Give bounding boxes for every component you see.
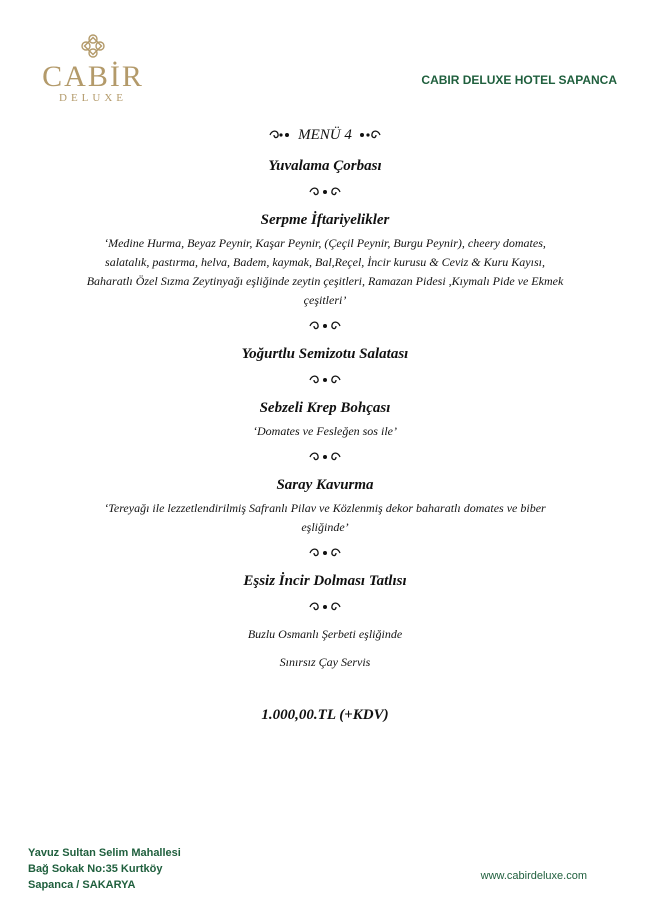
- ornament-divider-icon: [80, 374, 570, 388]
- ornament-right-icon: [356, 129, 382, 141]
- dish-description: ‘Medine Hurma, Beyaz Peynir, Kaşar Peynir, (Çeçil Peynir, Burgu Peynir), cheery domates, salatalık, pastırma, helva, Badem, kaymak, Bal,Reçel, İncir kurusu & Ceviz & Kuru Kayısı, Baharatlı Özel Sızma Zeytinyağı eşliğinde zeytin çeşitleri, Ramazan Pidesi ,Kıymalı Pide ve Ekmek çeşitleri’: [86, 236, 564, 307]
- dish-description: ‘Tereyağı ile lezzetlendirilmiş Safranlı Pilav ve Közlenmiş dekor baharatlı domates ve biber eşliğinde’: [104, 501, 546, 534]
- footer-address: [28, 845, 181, 893]
- dish-name: Eşsiz İncir Dolması Tatlısı: [243, 573, 407, 589]
- address-line: Bağ Sokak No:35 Kurtköy: [28, 863, 163, 875]
- hotel-name: CABIR DELUXE HOTEL SAPANCA: [421, 73, 617, 87]
- dish-name: Yuvalama Çorbası: [268, 158, 382, 174]
- ornament-divider-icon: [80, 601, 570, 615]
- logo-wordmark: CABİR: [42, 60, 144, 93]
- menu-title-row: [80, 124, 570, 146]
- hotel-logo: [30, 32, 156, 104]
- logo-subtitle: DELUXE: [59, 92, 127, 104]
- menu-extra-tea: Sınırsız Çay Servis: [279, 655, 371, 669]
- menu-extra-sherbet: Buzlu Osmanlı Şerbeti eşliğinde: [247, 627, 403, 641]
- dish-name: Serpme İftariyelikler: [260, 212, 390, 228]
- ornament-divider-icon: [80, 451, 570, 465]
- ornament-divider-icon: [80, 320, 570, 334]
- dish-name: Yoğurtlu Semizotu Salatası: [241, 346, 409, 362]
- website-link[interactable]: www.cabirdeluxe.com: [480, 870, 587, 882]
- ornament-left-icon: [268, 129, 294, 141]
- address-line: Yavuz Sultan Selim Mahallesi: [28, 847, 181, 859]
- dish-name: Sebzeli Krep Bohçası: [259, 400, 391, 416]
- menu-title: MENÜ 4: [298, 126, 352, 143]
- logo-emblem-icon: [79, 32, 107, 60]
- address-line: Sapanca / SAKARYA: [28, 879, 136, 891]
- menu-content: [80, 124, 570, 724]
- menu-price: 1.000,00.TL (+KDV): [261, 707, 389, 723]
- dish-description: ‘Domates ve Fesleğen sos ile’: [253, 424, 397, 438]
- dish-name: Saray Kavurma: [276, 477, 374, 493]
- ornament-divider-icon: [80, 547, 570, 561]
- ornament-divider-icon: [80, 186, 570, 200]
